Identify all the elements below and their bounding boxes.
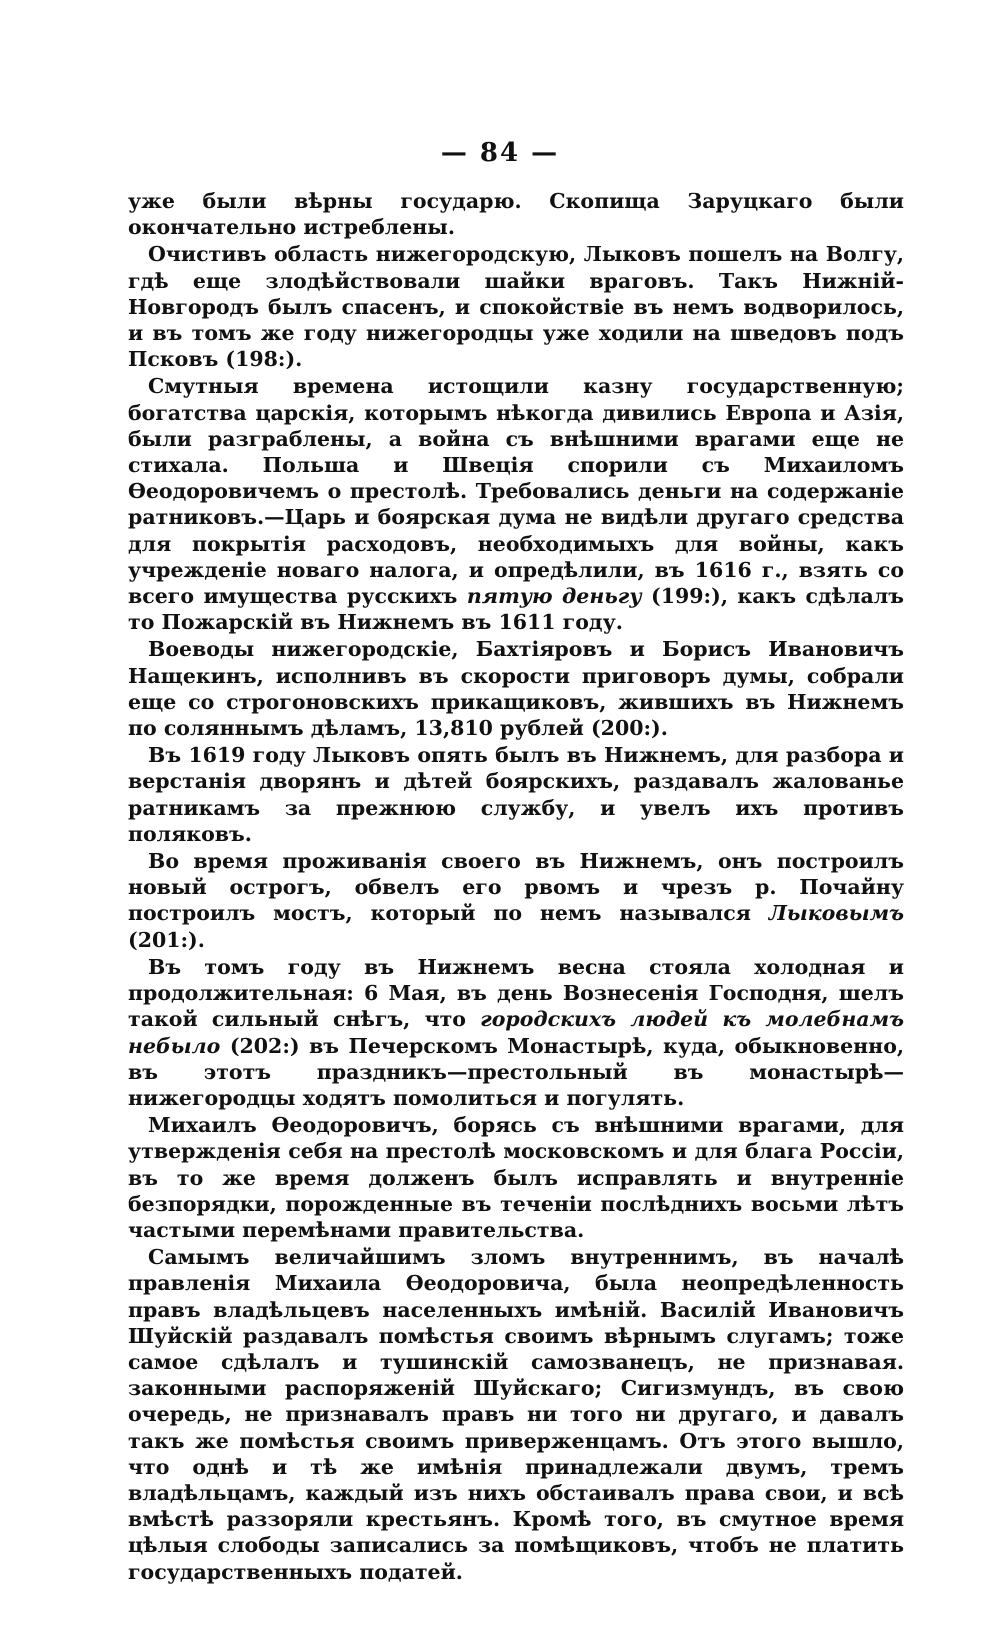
text-segment: уже были вѣрны государю. Скопища Заруцкаго были окончательно истреблены. xyxy=(128,189,904,240)
text-segment: (199:), какъ сдѣлалъ то Пожарскій въ Нижнемъ въ 1611 году. xyxy=(128,584,904,635)
page-number: — 84 — xyxy=(440,138,560,168)
text-segment: Воеводы нижегородскіе, Бахтіяровъ и Борисъ Ивановичъ Нащекинъ, исполнивъ въ скорости приговоръ думы, собрали еще со строгоновскихъ прикащиковъ, жившихъ въ Нижнемъ по соляннымъ дѣламъ, 13,810 рублей (200:). xyxy=(128,637,904,741)
italic-phrase: пятую деньгу xyxy=(466,584,642,609)
body-text xyxy=(128,188,904,1585)
text-segment: (201:). xyxy=(128,927,205,952)
text-segment: Въ 1619 году Лыковъ опять былъ въ Нижнемъ, для разбора и верстанія дворянъ и дѣтей боярскихъ, раздавалъ жалованье ратникамъ за прежнюю службу, и увелъ ихъ противъ поляковъ. xyxy=(128,743,904,846)
paragraph xyxy=(128,636,904,741)
text-segment: (202:) въ Печерскомъ Монастырѣ, куда, обыкновенно, въ этотъ праздникъ—престольный въ монастырѣ—нижегородцы ходятъ помолиться и погулять. xyxy=(128,1033,904,1110)
text-segment: Самымъ величайшимъ зломъ внутреннимъ, въ началѣ правленія Михаила Ѳеодоровича, была неопредѣленность правъ владѣльцевъ населенныхъ имѣній. Василій Ивановичъ Шуйскій раздавалъ помѣстья своимъ вѣрнымъ слугамъ; тоже самое сдѣлалъ и тушинскій самозванецъ, не признавая. законными распоряженій Шуйскаго; Сигизмундъ, въ свою очередь, не признавалъ правъ ни того ни другаго, и давалъ такъ же помѣстья своимъ приверженцамъ. Отъ этого вышло, что однѣ и тѣ же имѣнія принадлежали двумъ, тремъ владѣльцамъ, каждый изъ нихъ обстаивалъ права свои, и всѣ вмѣстѣ раззоряли крестьянъ. Кромѣ того, въ смутное время цѣлыя слободы записались за помѣщиковъ, чтобъ не платить государственныхъ податей. xyxy=(128,1245,904,1584)
text-segment: Михаилъ Ѳеодоровичъ, борясь съ внѣшними врагами, для утвержденія себя на престолѣ московскомъ и для блага Россіи, въ то же время долженъ былъ исправлять и внутренніе безпорядки, порожденные въ теченіи послѣднихъ восьми лѣтъ частыми перемѣнами правительства. xyxy=(128,1113,904,1242)
paragraph xyxy=(128,742,904,847)
paragraph xyxy=(128,241,904,372)
paragraph xyxy=(128,1244,904,1585)
paragraph xyxy=(128,188,904,240)
text-segment: Очистивъ область нижегородскую, Лыковъ пошелъ на Волгу, гдѣ еще злодѣйствовали шайки враговъ. Такъ Нижній-Новгородъ былъ спасенъ, и спокойствіе въ немъ водворилось, и въ томъ же году нижегородцы уже ходили на шведовъ подъ Псковъ (198:). xyxy=(128,242,904,372)
paragraph xyxy=(128,1112,904,1243)
italic-phrase: городскихъ людей къ молебнамъ небыло xyxy=(128,1007,904,1058)
paragraph xyxy=(128,373,904,635)
italic-phrase: Лыковымъ xyxy=(768,901,904,926)
text-segment: Во время проживанія своего въ Нижнемъ, онъ построилъ новый острогъ, обвелъ его рвомъ и чрезъ р. Почайну построилъ мостъ, который по немъ назывался xyxy=(128,849,904,926)
text-segment: Смутныя времена истощили казну государственную; богатства царскія, которымъ нѣкогда дивились Европа и Азія, были разграблены, а война съ внѣшними врагами еще не стихала. Польша и Швеція спорили съ Михаиломъ Ѳеодоровичемъ о престолѣ. Требовались деньги на содержаніе ратниковъ.—Царь и боярская дума не видѣли другаго средства для покрытія расходовъ, необходимыхъ для войны, какъ учрежденіе новаго налога, и опредѣлили, въ 1616 г., взять со всего имущества русскихъ xyxy=(128,374,904,609)
text-segment: Въ томъ году въ Нижнемъ весна стояла холодная и продолжительная: 6 Мая, въ день Вознесенія Господня, шелъ такой сильный снѣгъ, что xyxy=(128,954,904,1032)
paragraph xyxy=(128,848,904,953)
paragraph xyxy=(128,954,904,1111)
